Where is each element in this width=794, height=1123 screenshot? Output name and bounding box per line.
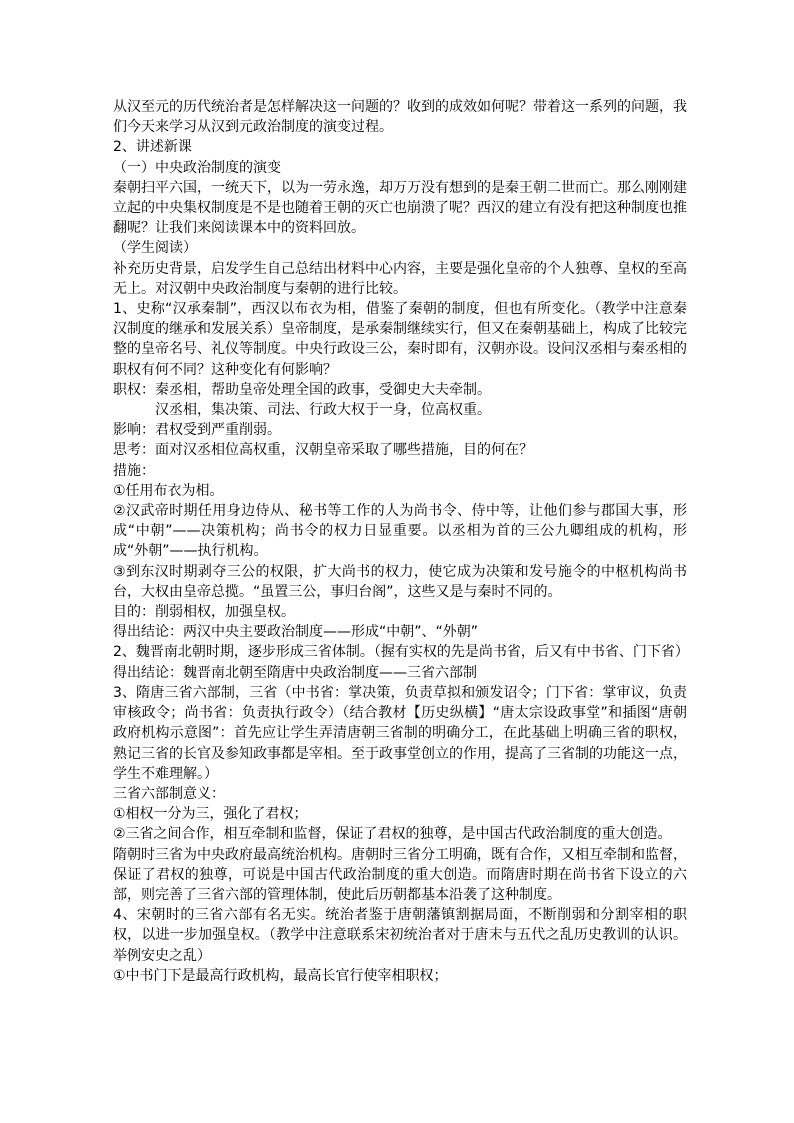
list-item: ①相权一分为三，强化了君权；	[113, 806, 308, 823]
paragraph-sui-tang-detail: 隋朝时三省为中央政府最高统治机构。唐朝时三省分工明确，既有合作，又相互牵制和监督，保证了君权的独尊，可说是中国古代政治制度的重大创造。而隋唐时期在尚书省下设立的六部，则完善了三省六部的管理体制，使此后历朝都基本沿袭了这种制度。	[113, 846, 687, 903]
paragraph-measures: 措施：	[113, 462, 155, 479]
document-body	[113, 97, 687, 986]
paragraph-purpose: 目的：削弱相权，加强皇权。	[113, 604, 295, 621]
list-item: ①任用布衣为相。	[113, 482, 224, 499]
paragraph-han: 1、史称“汉承秦制”，西汉以布衣为相，借鉴了秦朝的制度，但也有所变化。（教学中注意秦汉制度的继承和发展关系）皇帝制度，是承秦制继续实行，但又在秦朝基础上，构成了比较完整的皇帝名号、礼仪等制度。中央行政设三公，秦时即有，汉朝亦设。设问汉丞相与秦丞相的职权有何不同？这种变化有何影响？	[113, 301, 687, 378]
paragraph-song: 4、宋朝时的三省六部有名无实。统治者鉴于唐朝藩镇割据局面，不断削弱和分割宰相的职权，以进一步加强皇权。（教学中注意联系宋初统治者对于唐末与五代之乱历史教训的认识。举例安史之乱）	[113, 907, 687, 964]
paragraph-think: 思考：面对汉丞相位高权重，汉朝皇帝采取了哪些措施，目的何在？	[113, 442, 533, 459]
paragraph-significance: 三省六部制意义：	[113, 785, 225, 802]
heading-lecture: 2、讲述新课	[113, 139, 192, 156]
paragraph-impact: 影响：君权受到严重削弱。	[113, 422, 281, 439]
list-item: ①中书门下是最高行政机构，最高长官行使宰相职权；	[113, 967, 448, 984]
section-heading: （一）中央政治制度的演变	[113, 159, 281, 176]
paragraph-conclusion: 得出结论：魏晋南北朝至隋唐中央政治制度——三省六部制	[113, 664, 477, 681]
paragraph-han-chancellor: 汉丞相，集决策、司法、行政大权于一身，位高权重。	[155, 402, 491, 419]
paragraph-intro: 从汉至元的历代统治者是怎样解决这一问题的？收到的成效如何呢？带着这一系列的问题，我们今天来学习从汉到元政治制度的演变过程。	[113, 99, 687, 136]
paragraph-suitang: 3、隋唐三省六部制，三省（中书省：掌决策，负责草拟和颁发诏令；门下省：掌审议，负责审核政令；尚书省：负责执行政令）（结合教材【历史纵横】“唐太宗设政事堂”和插图“唐朝政府机构示意图”：首先应让学生弄清唐朝三省制的明确分工，在此基础上明确三省的职权，熟记三省的长官及参知政事都是宰相。至于政事堂创立的作用，提高了三省制的功能这一点，学生不难理解。）	[113, 684, 687, 782]
paragraph-authority: 职权：秦丞相，帮助皇帝处理全国的政事，受御史大夫牵制。	[113, 381, 491, 398]
paragraph-weijin: 2、魏晋南北朝时期，逐步形成三省体制。（握有实权的先是尚书省，后又有中书省、门下省）	[113, 644, 689, 661]
list-item: ③到东汉时期剥夺三公的权限，扩大尚书的权力，使它成为决策和发号施令的中枢机构尚书台，大权由皇帝总揽。“虽置三公，事归台阁”，这些又是与秦时不同的。	[113, 563, 687, 600]
paragraph-background: 补充历史背景，启发学生自己总结出材料中心内容，主要是强化皇帝的个人独尊、皇权的至高无上。对汉朝中央政治制度与秦朝的进行比较。	[113, 260, 687, 297]
paragraph-qin: 秦朝扫平六国，一统天下，以为一劳永逸，却万万没有想到的是秦王朝二世而亡。那么刚刚建立起的中央集权制度是不是也随着王朝的灭亡也崩溃了呢？西汉的建立有没有把这种制度也推翻呢？让我们来阅读课本中的资料回放。	[113, 179, 687, 237]
paragraph-conclusion: 得出结论：两汉中央主要政治制度——形成“中朝”、“外朝”	[113, 624, 479, 641]
paragraph-student-reading: （学生阅读）	[113, 240, 197, 257]
list-item: ②汉武帝时期任用身边侍从、秘书等工作的人为尚书令、侍中等，让他们参与郡国大事，形成“中朝”——决策机构；尚书令的权力日显重要。以丞相为首的三公九卿组成的机构，形成“外朝”——执行机构。	[113, 503, 687, 560]
list-item: ②三省之间合作，相互牵制和监督，保证了君权的独尊，是中国古代政治制度的重大创造。	[113, 826, 672, 843]
